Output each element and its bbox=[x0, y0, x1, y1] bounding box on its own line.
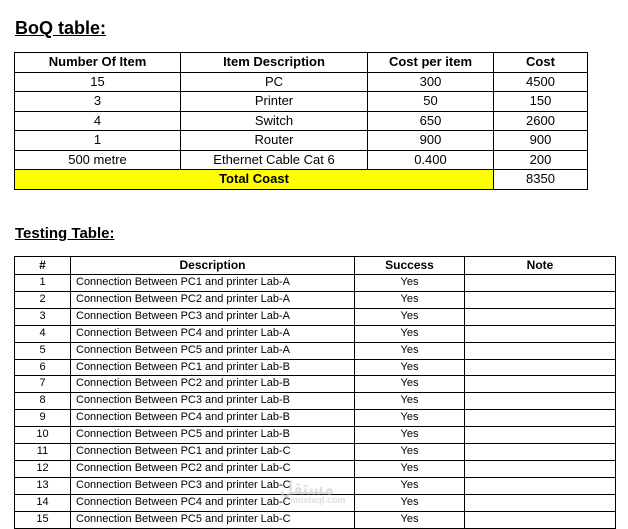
testing-table-heading: Testing Table: bbox=[15, 225, 115, 242]
testing-description-cell: Connection Between PC3 and printer Lab-C bbox=[71, 477, 355, 494]
boq-header-description: Item Description bbox=[181, 53, 368, 73]
testing-success-cell: Yes bbox=[355, 342, 465, 359]
testing-description-cell: Connection Between PC5 and printer Lab-A bbox=[71, 342, 355, 359]
testing-row bbox=[15, 444, 616, 461]
testing-row bbox=[15, 291, 616, 308]
testing-header-number: # bbox=[15, 257, 71, 275]
boq-description-cell: Switch bbox=[181, 111, 368, 131]
boq-table bbox=[14, 52, 588, 190]
boq-header-cost-per-item: Cost per item bbox=[368, 53, 494, 73]
testing-description-cell: Connection Between PC1 and printer Lab-A bbox=[71, 275, 355, 292]
testing-row bbox=[15, 477, 616, 494]
testing-note-cell bbox=[465, 275, 616, 292]
testing-success-cell: Yes bbox=[355, 308, 465, 325]
testing-row bbox=[15, 325, 616, 342]
testing-header-note: Note bbox=[465, 257, 616, 275]
boq-table-heading: BoQ table: bbox=[15, 18, 107, 38]
testing-success-cell: Yes bbox=[355, 477, 465, 494]
boq-row bbox=[15, 131, 588, 151]
watermark-subtext: mostaql.com bbox=[290, 495, 346, 505]
boq-row bbox=[15, 72, 588, 92]
testing-success-cell: Yes bbox=[355, 511, 465, 528]
testing-row bbox=[15, 359, 616, 376]
testing-header-description: Description bbox=[71, 257, 355, 275]
testing-number-cell: 11 bbox=[15, 444, 71, 461]
testing-number-cell: 5 bbox=[15, 342, 71, 359]
testing-note-cell bbox=[465, 376, 616, 393]
testing-number-cell: 13 bbox=[15, 477, 71, 494]
testing-note-cell bbox=[465, 477, 616, 494]
testing-row bbox=[15, 460, 616, 477]
testing-note-cell bbox=[465, 427, 616, 444]
boq-cost-cell: 4500 bbox=[494, 72, 588, 92]
testing-row bbox=[15, 342, 616, 359]
boq-cost-per-item-cell: 50 bbox=[368, 92, 494, 112]
boq-description-cell: Router bbox=[181, 131, 368, 151]
testing-number-cell: 15 bbox=[15, 511, 71, 528]
testing-description-cell: Connection Between PC4 and printer Lab-A bbox=[71, 325, 355, 342]
total-label: Total Coast bbox=[15, 170, 494, 190]
testing-description-cell: Connection Between PC1 and printer Lab-B bbox=[71, 359, 355, 376]
boq-cost-cell: 2600 bbox=[494, 111, 588, 131]
testing-header-row bbox=[15, 257, 616, 275]
watermark-text: مستقل bbox=[280, 478, 334, 498]
boq-cost-per-item-cell: 650 bbox=[368, 111, 494, 131]
boq-row bbox=[15, 92, 588, 112]
boq-number-cell: 4 bbox=[15, 111, 181, 131]
boq-description-cell: PC bbox=[181, 72, 368, 92]
testing-success-cell: Yes bbox=[355, 325, 465, 342]
boq-cost-cell: 150 bbox=[494, 92, 588, 112]
testing-note-cell bbox=[465, 325, 616, 342]
boq-header-row bbox=[15, 53, 588, 73]
testing-note-cell bbox=[465, 494, 616, 511]
boq-row bbox=[15, 150, 588, 170]
testing-success-cell: Yes bbox=[355, 460, 465, 477]
testing-note-cell bbox=[465, 359, 616, 376]
boq-description-cell: Printer bbox=[181, 92, 368, 112]
testing-note-cell bbox=[465, 460, 616, 477]
boq-cost-per-item-cell: 0.400 bbox=[368, 150, 494, 170]
boq-number-cell: 3 bbox=[15, 92, 181, 112]
testing-row bbox=[15, 308, 616, 325]
boq-cost-cell: 900 bbox=[494, 131, 588, 151]
testing-success-cell: Yes bbox=[355, 393, 465, 410]
testing-success-cell: Yes bbox=[355, 291, 465, 308]
testing-description-cell: Connection Between PC2 and printer Lab-C bbox=[71, 460, 355, 477]
testing-note-cell bbox=[465, 342, 616, 359]
testing-success-cell: Yes bbox=[355, 359, 465, 376]
testing-note-cell bbox=[465, 410, 616, 427]
testing-description-cell: Connection Between PC2 and printer Lab-B bbox=[71, 376, 355, 393]
testing-description-cell: Connection Between PC1 and printer Lab-C bbox=[71, 444, 355, 461]
testing-row bbox=[15, 393, 616, 410]
testing-row bbox=[15, 376, 616, 393]
testing-number-cell: 10 bbox=[15, 427, 71, 444]
testing-number-cell: 7 bbox=[15, 376, 71, 393]
testing-note-cell bbox=[465, 291, 616, 308]
testing-number-cell: 12 bbox=[15, 460, 71, 477]
testing-success-cell: Yes bbox=[355, 275, 465, 292]
testing-number-cell: 14 bbox=[15, 494, 71, 511]
testing-number-cell: 8 bbox=[15, 393, 71, 410]
boq-cost-per-item-cell: 900 bbox=[368, 131, 494, 151]
testing-success-cell: Yes bbox=[355, 427, 465, 444]
testing-note-cell bbox=[465, 511, 616, 528]
testing-row bbox=[15, 275, 616, 292]
testing-success-cell: Yes bbox=[355, 376, 465, 393]
boq-number-cell: 1 bbox=[15, 131, 181, 151]
testing-row bbox=[15, 494, 616, 511]
testing-number-cell: 9 bbox=[15, 410, 71, 427]
boq-total-row bbox=[15, 170, 588, 190]
boq-number-cell: 15 bbox=[15, 72, 181, 92]
boq-number-cell: 500 metre bbox=[15, 150, 181, 170]
testing-number-cell: 4 bbox=[15, 325, 71, 342]
testing-description-cell: Connection Between PC4 and printer Lab-B bbox=[71, 410, 355, 427]
testing-number-cell: 3 bbox=[15, 308, 71, 325]
testing-row bbox=[15, 511, 616, 528]
testing-description-cell: Connection Between PC2 and printer Lab-A bbox=[71, 291, 355, 308]
total-value: 8350 bbox=[494, 170, 588, 190]
testing-header-success: Success bbox=[355, 257, 465, 275]
testing-description-cell: Connection Between PC5 and printer Lab-C bbox=[71, 511, 355, 528]
testing-note-cell bbox=[465, 308, 616, 325]
boq-header-cost: Cost bbox=[494, 53, 588, 73]
testing-row bbox=[15, 410, 616, 427]
testing-success-cell: Yes bbox=[355, 444, 465, 461]
boq-description-cell: Ethernet Cable Cat 6 bbox=[181, 150, 368, 170]
testing-description-cell: Connection Between PC3 and printer Lab-B bbox=[71, 393, 355, 410]
boq-header-number: Number Of Item bbox=[15, 53, 181, 73]
boq-cost-per-item-cell: 300 bbox=[368, 72, 494, 92]
testing-success-cell: Yes bbox=[355, 494, 465, 511]
testing-note-cell bbox=[465, 393, 616, 410]
boq-cost-cell: 200 bbox=[494, 150, 588, 170]
testing-number-cell: 2 bbox=[15, 291, 71, 308]
testing-number-cell: 1 bbox=[15, 275, 71, 292]
testing-description-cell: Connection Between PC4 and printer Lab-C bbox=[71, 494, 355, 511]
testing-table bbox=[14, 256, 616, 529]
testing-row bbox=[15, 427, 616, 444]
testing-number-cell: 6 bbox=[15, 359, 71, 376]
boq-row bbox=[15, 111, 588, 131]
testing-description-cell: Connection Between PC5 and printer Lab-B bbox=[71, 427, 355, 444]
testing-description-cell: Connection Between PC3 and printer Lab-A bbox=[71, 308, 355, 325]
testing-success-cell: Yes bbox=[355, 410, 465, 427]
testing-note-cell bbox=[465, 444, 616, 461]
